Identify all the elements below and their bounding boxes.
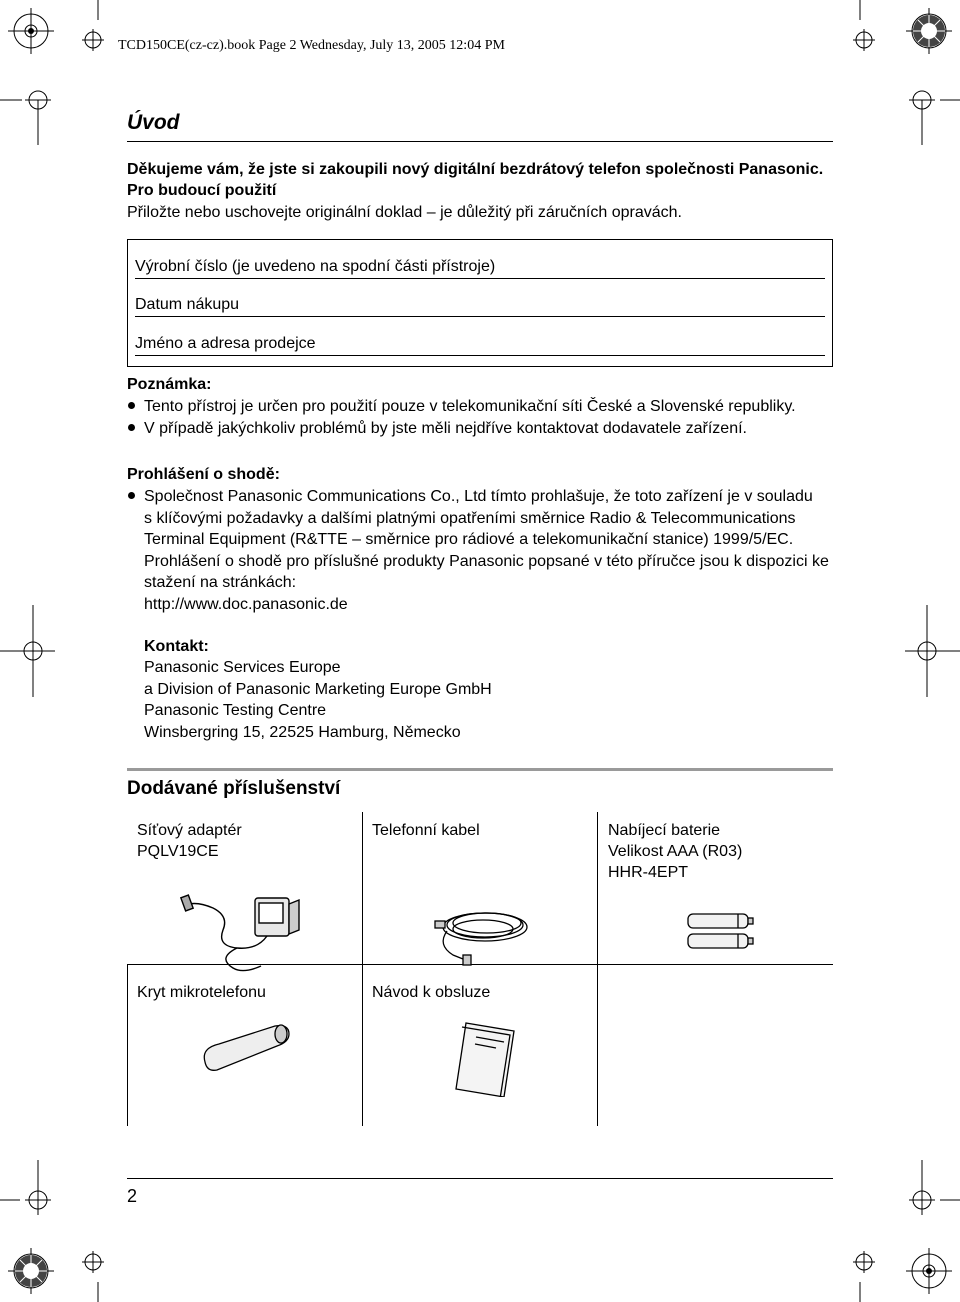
declaration-line: s klíčovými požadavky a dalšími platnými opatřeními směrnice Radio & Telecommunications bbox=[144, 510, 796, 527]
accessory-item bbox=[608, 820, 742, 883]
divider bbox=[127, 141, 833, 142]
declaration-line: stažení na stránkách: bbox=[144, 574, 297, 591]
column-divider bbox=[127, 964, 128, 1126]
accessory-label: Návod k obsluze bbox=[372, 984, 491, 1001]
contact-line: Panasonic Testing Centre bbox=[144, 702, 327, 719]
purchase-date-label: Datum nákupu bbox=[135, 296, 240, 313]
contact-line: Winsbergring 15, 22525 Hamburg, Německo bbox=[144, 724, 461, 741]
accessory-label: Síťový adaptér bbox=[137, 822, 242, 839]
print-header: TCD150CE(cz-cz).book Page 2 Wednesday, July 13, 2005 12:04 PM bbox=[118, 38, 505, 53]
dealer-label: Jméno a adresa prodejce bbox=[135, 335, 316, 352]
accessory-label: Kryt mikrotelefonu bbox=[137, 984, 266, 1001]
column-divider bbox=[362, 964, 363, 1126]
dealer-line bbox=[135, 355, 825, 356]
declaration-line: Prohlášení o shodě pro příslušné produkty Panasonic popsané v této příručce jsou k dispozici ke bbox=[144, 553, 829, 570]
section-divider bbox=[127, 768, 833, 771]
contact-heading: Kontakt: bbox=[144, 638, 209, 655]
bullet bbox=[128, 402, 135, 409]
purchase-record-box bbox=[127, 239, 833, 367]
note-item: Tento přístroj je určen pro použití pouze v telekomunikační síti České a Slovenské republiky. bbox=[144, 398, 796, 415]
accessories-table bbox=[127, 812, 833, 1142]
note-item: V případě jakýchkoliv problémů by jste měli nejdříve kontaktovat dodavatele zařízení. bbox=[144, 420, 747, 437]
accessory-item bbox=[137, 982, 266, 1003]
manual-icon bbox=[452, 1017, 522, 1102]
ac-adaptor-icon bbox=[177, 892, 307, 977]
contact-line: Panasonic Services Europe bbox=[144, 659, 341, 676]
declaration-line: Terminal Equipment (R&TTE – směrnice pro rádiové a telekomunikační stanice) 1999/5/EC. bbox=[144, 531, 794, 548]
section-title-accessories: Dodávané příslušenství bbox=[127, 778, 341, 799]
batteries-icon bbox=[682, 908, 762, 963]
column-divider bbox=[597, 964, 598, 1126]
thanks-text: Děkujeme vám, že jste si zakoupili nový digitální bezdrátový telefon společnosti Panasonic. bbox=[127, 161, 824, 178]
accessory-item bbox=[372, 820, 480, 841]
accessory-label: HHR-4EPT bbox=[608, 864, 689, 881]
purchase-date-line bbox=[135, 316, 825, 317]
contact-line: a Division of Panasonic Marketing Europe GmbH bbox=[144, 681, 492, 698]
declaration-url[interactable]: http://www.doc.panasonic.de bbox=[144, 596, 348, 613]
serial-number-line bbox=[135, 278, 825, 279]
column-divider bbox=[362, 812, 363, 964]
bullet bbox=[128, 492, 135, 499]
accessory-label: Velikost AAA (R03) bbox=[608, 843, 743, 860]
future-use-text: Přiložte nebo uschovejte originální doklad – je důležitý při záručních opravách. bbox=[127, 204, 682, 221]
declaration-line: Společnost Panasonic Communications Co., Ltd tímto prohlašuje, že toto zařízení je v souladu bbox=[144, 488, 813, 505]
declaration-heading: Prohlášení o shodě: bbox=[127, 466, 280, 483]
accessory-label: Telefonní kabel bbox=[372, 822, 480, 839]
accessory-label: Nabíjecí baterie bbox=[608, 822, 721, 839]
footer-divider bbox=[127, 1178, 833, 1179]
section-title-intro: Úvod bbox=[127, 111, 180, 134]
accessory-item bbox=[137, 820, 242, 862]
column-divider bbox=[597, 812, 598, 964]
future-use-heading: Pro budoucí použití bbox=[127, 182, 277, 199]
note-heading: Poznámka: bbox=[127, 376, 212, 393]
bullet bbox=[128, 424, 135, 431]
page-number: 2 bbox=[127, 1186, 138, 1206]
handset-cover-icon bbox=[197, 1022, 297, 1087]
serial-number-label: Výrobní číslo (je uvedeno na spodní části přístroje) bbox=[135, 258, 496, 275]
telephone-cord-icon bbox=[427, 897, 537, 972]
accessory-label: PQLV19CE bbox=[137, 843, 219, 860]
accessory-item bbox=[372, 982, 490, 1003]
